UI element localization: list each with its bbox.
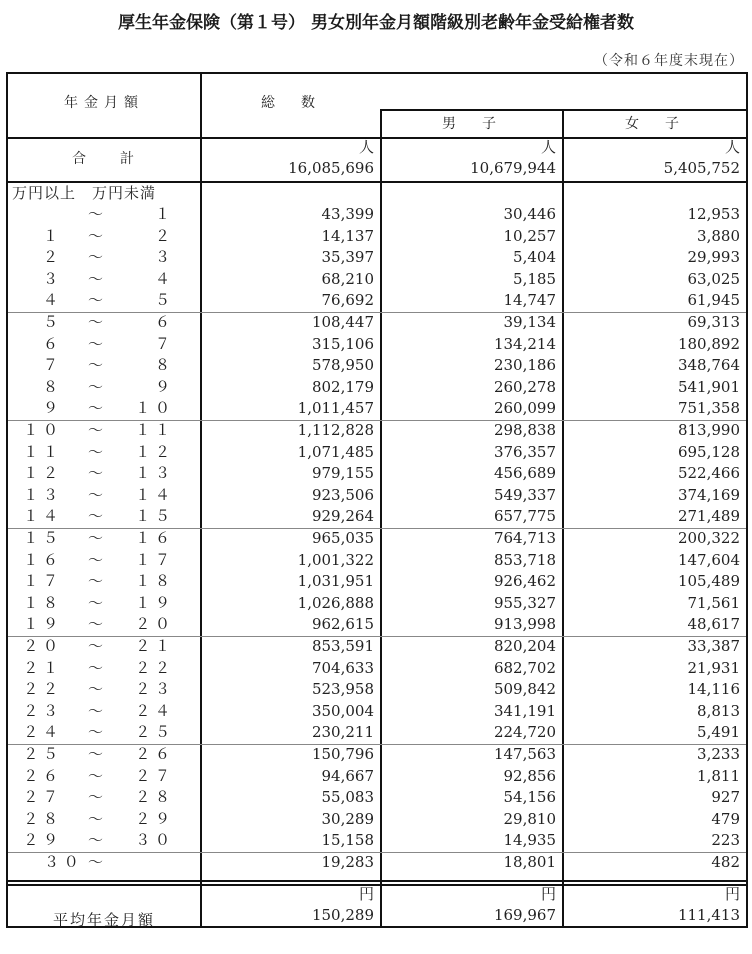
table-row xyxy=(8,420,746,441)
tilde-icon: ～ xyxy=(88,680,104,699)
range-from: １ ７ xyxy=(23,572,58,591)
cell-female: 21,931 xyxy=(687,658,740,677)
totals-male-value: 10,679,944 xyxy=(470,159,556,177)
range-from: １ ６ xyxy=(23,550,58,569)
amount-range xyxy=(8,744,200,765)
cell-male: 54,156 xyxy=(503,788,556,807)
cell-total: 1,011,457 xyxy=(297,399,374,418)
tilde-icon: ～ xyxy=(88,291,104,310)
header-amount: 年金月額 xyxy=(64,95,144,111)
amount-range xyxy=(8,398,200,419)
cell-male: 5,185 xyxy=(513,269,556,288)
cell-female: 105,489 xyxy=(677,572,740,591)
tilde-icon: ～ xyxy=(88,485,104,504)
amount-range xyxy=(8,766,200,787)
range-to: ２ ２ xyxy=(135,658,170,677)
range-to: １ ５ xyxy=(135,507,170,526)
header-male: 男 子 xyxy=(442,116,502,132)
amount-range xyxy=(8,571,200,592)
range-from: ２ xyxy=(42,248,58,267)
cell-female: 12,953 xyxy=(687,205,740,223)
average-total xyxy=(202,884,380,926)
table-row xyxy=(8,722,746,743)
range-to: ６ xyxy=(154,313,170,331)
amount-range xyxy=(8,226,200,247)
range-from: ７ xyxy=(42,356,58,375)
amount-range xyxy=(8,485,200,506)
average-male-value: 169,967 xyxy=(493,906,556,924)
table-row xyxy=(8,830,746,851)
table-row xyxy=(8,614,746,635)
range-from: １ ２ xyxy=(23,464,58,483)
cell-male: 926,462 xyxy=(493,572,556,591)
range-to: １ １ xyxy=(135,421,170,439)
cell-total: 1,112,828 xyxy=(297,421,374,439)
unit-label: 円 xyxy=(724,885,740,903)
range-to: １ ８ xyxy=(135,572,170,591)
amount-range xyxy=(8,658,200,679)
amount-range xyxy=(8,722,200,743)
totals-total-value: 16,085,696 xyxy=(288,159,374,177)
tilde-icon: ～ xyxy=(88,442,104,461)
cell-male: 230,186 xyxy=(493,356,556,375)
range-to: ２ ８ xyxy=(135,788,170,807)
table-row xyxy=(8,679,746,700)
range-from: ２ ５ xyxy=(23,745,58,763)
range-from: １ １ xyxy=(23,442,58,461)
cell-female: 813,990 xyxy=(677,421,740,439)
cell-female: 71,561 xyxy=(687,593,740,612)
amount-range xyxy=(8,204,200,225)
cell-male: 224,720 xyxy=(493,723,556,742)
range-from: ２ ４ xyxy=(23,723,58,742)
average-total-value: 150,289 xyxy=(311,906,374,924)
cell-total: 43,399 xyxy=(321,205,374,223)
cell-total: 14,137 xyxy=(321,226,374,245)
cell-female: 69,313 xyxy=(687,313,740,331)
table-row xyxy=(8,636,746,657)
amount-range xyxy=(8,377,200,398)
amount-range xyxy=(8,852,200,873)
cell-female: 180,892 xyxy=(677,334,740,353)
range-from: ２ ７ xyxy=(23,788,58,807)
cell-male: 10,257 xyxy=(503,226,556,245)
amount-range xyxy=(8,442,200,463)
cell-male: 820,204 xyxy=(493,637,556,655)
range-to: ３ xyxy=(154,248,170,267)
table-row xyxy=(8,550,746,571)
range-from: １ ８ xyxy=(23,593,58,612)
cell-total: 230,211 xyxy=(311,723,374,742)
range-from: ３ ０ xyxy=(44,853,79,871)
range-from: ２ ２ xyxy=(23,680,58,699)
table-row xyxy=(8,658,746,679)
range-to: ８ xyxy=(154,356,170,375)
cell-male: 657,775 xyxy=(493,507,556,526)
cell-total: 962,615 xyxy=(311,615,374,634)
cell-male: 913,998 xyxy=(493,615,556,634)
tilde-icon: ～ xyxy=(88,723,104,742)
cell-male: 298,838 xyxy=(493,421,556,439)
cell-male: 456,689 xyxy=(493,464,556,483)
cell-male: 853,718 xyxy=(493,550,556,569)
cell-male: 14,747 xyxy=(503,291,556,310)
pension-table xyxy=(6,72,748,928)
amount-range xyxy=(8,550,200,571)
tilde-icon: ～ xyxy=(88,831,104,850)
table-row xyxy=(8,593,746,614)
range-from: １ xyxy=(42,226,58,245)
cell-female: 61,945 xyxy=(687,291,740,310)
tilde-icon: ～ xyxy=(88,853,104,871)
cell-female: 479 xyxy=(711,809,740,828)
tilde-icon: ～ xyxy=(88,464,104,483)
range-to: ２ ３ xyxy=(135,680,170,699)
amount-range xyxy=(8,614,200,635)
range-from: ２ ９ xyxy=(23,831,58,850)
range-from: ２ ３ xyxy=(23,701,58,720)
range-to: ２ ５ xyxy=(135,723,170,742)
cell-female: 33,387 xyxy=(687,637,740,655)
as-of-date: （令和６年度末現在） xyxy=(594,53,744,69)
cell-male: 147,563 xyxy=(493,745,556,763)
cell-female: 482 xyxy=(711,853,740,871)
tilde-icon: ～ xyxy=(88,248,104,267)
table-row xyxy=(8,334,746,355)
cell-male: 549,337 xyxy=(493,485,556,504)
cell-male: 18,801 xyxy=(503,853,556,871)
cell-total: 55,083 xyxy=(321,788,374,807)
average-female-value: 111,413 xyxy=(677,906,740,924)
range-to: ５ xyxy=(154,291,170,310)
cell-male: 682,702 xyxy=(493,658,556,677)
table-row xyxy=(8,506,746,527)
amount-range xyxy=(8,506,200,527)
tilde-icon: ～ xyxy=(88,572,104,591)
cell-total: 1,001,322 xyxy=(297,550,374,569)
cell-total: 979,155 xyxy=(311,464,374,483)
range-from: １ ５ xyxy=(23,529,58,547)
cell-female: 147,604 xyxy=(677,550,740,569)
range-from: ３ xyxy=(42,269,58,288)
table-row xyxy=(8,463,746,484)
cell-female: 522,466 xyxy=(677,464,740,483)
range-to: ２ ６ xyxy=(135,745,170,763)
cell-female: 1,811 xyxy=(697,766,740,785)
amount-range xyxy=(8,636,200,657)
cell-female: 3,233 xyxy=(697,745,740,763)
cell-total: 853,591 xyxy=(311,637,374,655)
range-from: ６ xyxy=(42,334,58,353)
totals-total xyxy=(202,137,380,179)
cell-female: 751,358 xyxy=(677,399,740,418)
cell-female: 29,993 xyxy=(687,248,740,267)
table-row xyxy=(8,744,746,765)
cell-male: 260,099 xyxy=(493,399,556,418)
tilde-icon: ～ xyxy=(88,529,104,547)
table-row xyxy=(8,398,746,419)
range-to: ２ ４ xyxy=(135,701,170,720)
range-to: １ xyxy=(154,205,170,223)
tilde-icon: ～ xyxy=(88,399,104,418)
table-row xyxy=(8,204,746,225)
cell-male: 509,842 xyxy=(493,680,556,699)
unit-label: 人 xyxy=(724,138,740,156)
range-header: 万円以上 万円未満 xyxy=(12,184,157,202)
range-from: ２ ６ xyxy=(23,766,58,785)
cell-total: 19,283 xyxy=(321,853,374,871)
tilde-icon: ～ xyxy=(88,269,104,288)
cell-total: 523,958 xyxy=(311,680,374,699)
totals-male xyxy=(382,137,562,179)
range-from: １ ３ xyxy=(23,485,58,504)
amount-range xyxy=(8,809,200,830)
amount-range xyxy=(8,247,200,268)
range-to: ９ xyxy=(154,377,170,396)
tilde-icon: ～ xyxy=(88,809,104,828)
range-from: ２ ８ xyxy=(23,809,58,828)
range-from: ８ xyxy=(42,377,58,396)
cell-male: 5,404 xyxy=(513,248,556,267)
tilde-icon: ～ xyxy=(88,334,104,353)
unit-label: 人 xyxy=(358,138,374,156)
cell-male: 39,134 xyxy=(503,313,556,331)
tilde-icon: ～ xyxy=(88,550,104,569)
average-female xyxy=(564,884,746,926)
table-row xyxy=(8,290,746,311)
table-row xyxy=(8,226,746,247)
cell-male: 376,357 xyxy=(493,442,556,461)
cell-total: 150,796 xyxy=(311,745,374,763)
cell-total: 76,692 xyxy=(321,291,374,310)
cell-male: 29,810 xyxy=(503,809,556,828)
cell-female: 48,617 xyxy=(687,615,740,634)
tilde-icon: ～ xyxy=(88,226,104,245)
range-to: ２ ７ xyxy=(135,766,170,785)
tilde-icon: ～ xyxy=(88,615,104,634)
table-row xyxy=(8,766,746,787)
amount-range xyxy=(8,701,200,722)
amount-range xyxy=(8,290,200,311)
tilde-icon: ～ xyxy=(88,205,104,223)
amount-range xyxy=(8,679,200,700)
table-row xyxy=(8,355,746,376)
cell-total: 30,289 xyxy=(321,809,374,828)
tilde-icon: ～ xyxy=(88,701,104,720)
totals-female-value: 5,405,752 xyxy=(663,159,740,177)
cell-total: 923,506 xyxy=(311,485,374,504)
amount-range xyxy=(8,593,200,614)
cell-female: 14,116 xyxy=(687,680,740,699)
range-from: １ ９ xyxy=(23,615,58,634)
cell-total: 1,031,951 xyxy=(297,572,374,591)
range-to: ２ ０ xyxy=(135,615,170,634)
amount-range xyxy=(8,830,200,851)
table-row xyxy=(8,377,746,398)
range-to: ３ ０ xyxy=(135,831,170,850)
cell-total: 68,210 xyxy=(321,269,374,288)
tilde-icon: ～ xyxy=(88,745,104,763)
amount-range xyxy=(8,312,200,333)
cell-male: 260,278 xyxy=(493,377,556,396)
amount-range xyxy=(8,463,200,484)
range-from: １ ０ xyxy=(23,421,58,439)
cell-total: 578,950 xyxy=(311,356,374,375)
tilde-icon: ～ xyxy=(88,593,104,612)
page-title: 厚生年金保険（第１号） 男女別年金月額階級別老齢年金受給権者数 xyxy=(118,13,634,33)
cell-female: 5,491 xyxy=(697,723,740,742)
table-row xyxy=(8,571,746,592)
cell-total: 1,026,888 xyxy=(297,593,374,612)
cell-male: 134,214 xyxy=(493,334,556,353)
range-to: ２ xyxy=(154,226,170,245)
range-to: ２ １ xyxy=(135,637,170,655)
table-row xyxy=(8,852,746,873)
average-male xyxy=(382,884,562,926)
cell-total: 802,179 xyxy=(311,377,374,396)
cell-female: 695,128 xyxy=(677,442,740,461)
tilde-icon: ～ xyxy=(88,788,104,807)
range-from: １ ４ xyxy=(23,507,58,526)
amount-range xyxy=(8,528,200,549)
range-from: ４ xyxy=(42,291,58,310)
range-to: １ ２ xyxy=(135,442,170,461)
cell-total: 1,071,485 xyxy=(297,442,374,461)
cell-total: 35,397 xyxy=(321,248,374,267)
table-row xyxy=(8,442,746,463)
range-to: ２ ９ xyxy=(135,809,170,828)
totals-female xyxy=(564,137,746,179)
range-to: ７ xyxy=(154,334,170,353)
unit-label: 人 xyxy=(540,138,556,156)
cell-female: 63,025 xyxy=(687,269,740,288)
cell-female: 348,764 xyxy=(677,356,740,375)
table-row xyxy=(8,787,746,808)
cell-male: 341,191 xyxy=(493,701,556,720)
average-label: 平均年金月額 xyxy=(52,911,155,929)
cell-male: 955,327 xyxy=(493,593,556,612)
cell-total: 350,004 xyxy=(311,701,374,720)
cell-total: 94,667 xyxy=(321,766,374,785)
range-to: １ ９ xyxy=(135,593,170,612)
cell-male: 14,935 xyxy=(503,831,556,850)
amount-range xyxy=(8,420,200,441)
header-total: 総 数 xyxy=(261,95,321,111)
cell-female: 541,901 xyxy=(677,377,740,396)
cell-female: 8,813 xyxy=(697,701,740,720)
range-from: ２ １ xyxy=(23,658,58,677)
range-from: ５ xyxy=(42,313,58,331)
cell-total: 15,158 xyxy=(321,831,374,850)
amount-range xyxy=(8,355,200,376)
tilde-icon: ～ xyxy=(88,356,104,375)
table-row xyxy=(8,528,746,549)
tilde-icon: ～ xyxy=(88,658,104,677)
cell-male: 92,856 xyxy=(503,766,556,785)
tilde-icon: ～ xyxy=(88,421,104,439)
range-to: １ ６ xyxy=(135,529,170,547)
tilde-icon: ～ xyxy=(88,637,104,655)
tilde-icon: ～ xyxy=(88,313,104,331)
table-row xyxy=(8,701,746,722)
range-from: ９ xyxy=(42,399,58,418)
cell-female: 271,489 xyxy=(677,507,740,526)
unit-label: 円 xyxy=(358,885,374,903)
range-to: １ ７ xyxy=(135,550,170,569)
cell-total: 704,633 xyxy=(311,658,374,677)
amount-range xyxy=(8,334,200,355)
cell-female: 927 xyxy=(711,788,740,807)
table-row xyxy=(8,809,746,830)
range-to: ４ xyxy=(154,269,170,288)
table-row xyxy=(8,312,746,333)
table-row xyxy=(8,247,746,268)
cell-female: 3,880 xyxy=(697,226,740,245)
tilde-icon: ～ xyxy=(88,507,104,526)
tilde-icon: ～ xyxy=(88,377,104,396)
unit-label: 円 xyxy=(540,885,556,903)
range-to: １ ０ xyxy=(135,399,170,418)
cell-female: 374,169 xyxy=(677,485,740,504)
cell-female: 223 xyxy=(711,831,740,850)
range-from: ２ ０ xyxy=(23,637,58,655)
cell-total: 965,035 xyxy=(311,529,374,547)
cell-male: 764,713 xyxy=(493,529,556,547)
cell-total: 108,447 xyxy=(311,313,374,331)
totals-label: 合 計 xyxy=(72,151,136,167)
cell-female: 200,322 xyxy=(677,529,740,547)
table-row xyxy=(8,485,746,506)
cell-male: 30,446 xyxy=(503,205,556,223)
amount-range xyxy=(8,787,200,808)
table-row xyxy=(8,269,746,290)
tilde-icon: ～ xyxy=(88,766,104,785)
cell-total: 929,264 xyxy=(311,507,374,526)
range-to: １ ３ xyxy=(135,464,170,483)
average-divider xyxy=(8,880,746,882)
range-to: １ ４ xyxy=(135,485,170,504)
amount-range xyxy=(8,269,200,290)
cell-total: 315,106 xyxy=(311,334,374,353)
header-female: 女 子 xyxy=(625,116,685,132)
